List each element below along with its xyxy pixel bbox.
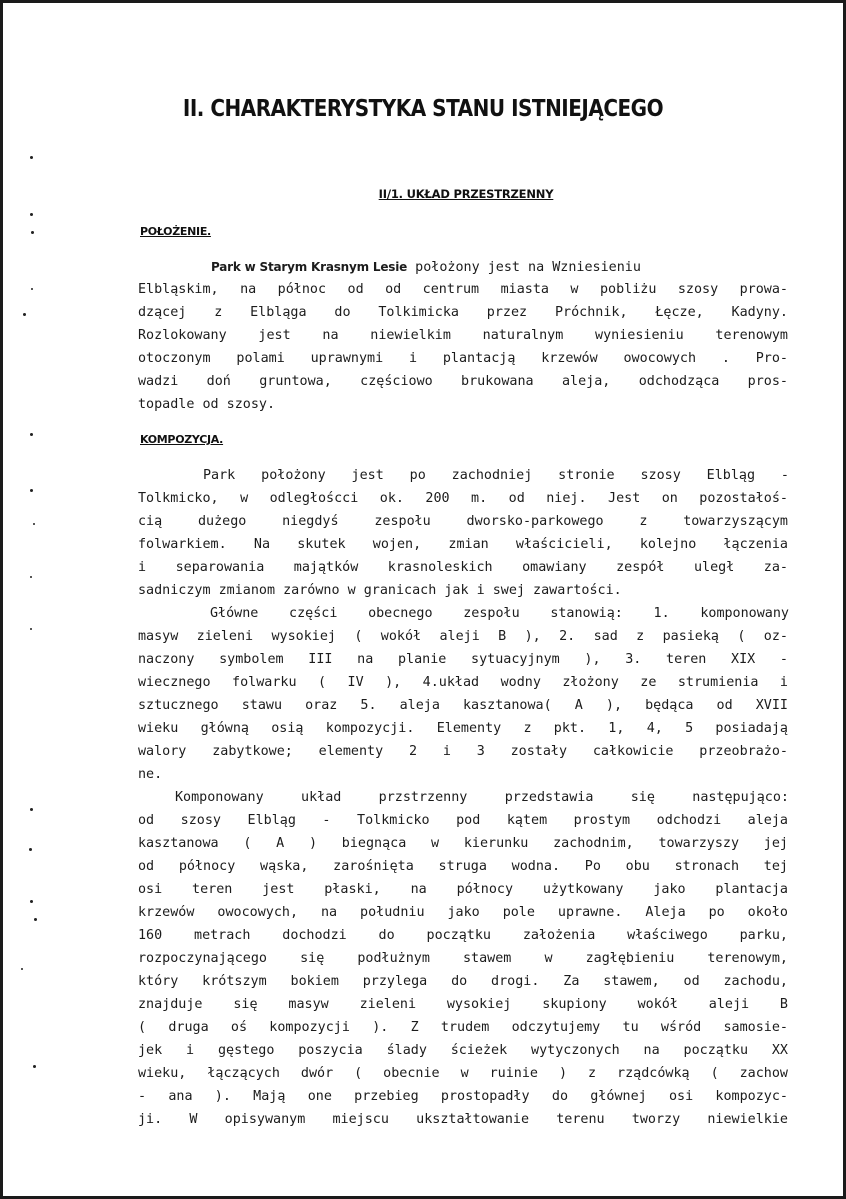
text-line: topadle od szosy. xyxy=(138,397,276,412)
scan-speck xyxy=(30,156,33,159)
text-line: znajduje się masyw zieleni wysokiej skupiony wokół aleji B xyxy=(138,997,788,1012)
text-line: kasztanowa ( A ) biegnąca w kierunku zachodnim, towarzyszy jej xyxy=(138,836,788,851)
scan-speck xyxy=(21,968,23,970)
scan-speck xyxy=(30,900,33,903)
scan-speck xyxy=(30,628,32,630)
text-line: 160 metrach dochodzi do początku założenia właściwego parku, xyxy=(138,928,788,943)
scan-speck xyxy=(31,288,33,290)
text-line: walory zabytkowe; elementy 2 i 3 zostały całkowicie przeobrażo- xyxy=(138,744,788,759)
text-line: wieku główną osią kompozycji. Elementy z pkt. 1, 4, 5 posiadają xyxy=(138,721,788,736)
text-line: otoczonym polami uprawnymi i plantacją krzewów owocowych . Pro- xyxy=(138,351,788,366)
scan-speck xyxy=(30,433,33,436)
scan-speck xyxy=(30,808,33,811)
text-line: masyw zieleni wysokiej ( wokół aleji B ), 2. sad z pasieką ( oz- xyxy=(138,629,788,644)
text-line: Główne części obecnego zespołu stanowią: 1. komponowany xyxy=(210,606,789,621)
text-line: wiecznego folwarku ( IV ), 4.układ wodny złożony ze strumienia i xyxy=(138,675,788,690)
section-title: II/1. UKŁAD PRZESTRZENNY xyxy=(378,187,554,201)
text-line: od szosy Elbląg - Tolkmicko pod kątem prostym odchodzi aleja xyxy=(138,813,788,828)
text-line: cią dużego niegdyś zespołu dworsko-parkowego z towarzyszącym xyxy=(138,514,788,529)
scan-speck xyxy=(31,231,34,234)
scan-speck xyxy=(29,848,32,851)
text-line: od północy wąska, zarośnięta struga wodna. Po obu stronach tej xyxy=(138,859,788,874)
text-line: wieku, łączących dwór ( obecnie w ruinie ) z rządcówką ( zachow xyxy=(138,1066,788,1081)
text-line: Rozlokowany jest na niewielkim naturalnym wyniesieniu terenowym xyxy=(138,328,788,343)
chapter-title: II. CHARAKTERYSTYKA STANU ISTNIEJĄCEGO xyxy=(182,94,664,122)
text-line: Komponowany układ przstrzenny przedstawia się następująco: xyxy=(175,790,789,805)
text-line: który krótszym bokiem przylega do drogi. Za stawem, od zachodu, xyxy=(138,974,788,989)
text-line: ne. xyxy=(138,767,163,782)
text-line: Park położony jest po zachodniej stronie szosy Elbląg - xyxy=(203,468,789,483)
scan-speck xyxy=(30,489,33,492)
text-line: jek i gęstego poszycia ślady ścieżek wytyczonych na początku XX xyxy=(138,1043,788,1058)
scan-speck xyxy=(23,313,26,316)
scan-speck xyxy=(30,213,33,216)
text-line: dzącej z Elbląga do Tolkimicka przez Próchnik, Łęcze, Kadyny. xyxy=(138,305,788,320)
text-line: ( druga oś kompozycji ). Z trudem odczytujemy tu wśród samosie- xyxy=(138,1020,788,1035)
text-line: Tolkmicko, w odległoścci ok. 200 m. od niej. Jest on pozostałoś- xyxy=(138,491,788,506)
scan-speck xyxy=(30,576,32,578)
heading-kompozycja: KOMPOZYCJA. xyxy=(140,433,224,446)
heading-polozenie: POŁOŻENIE. xyxy=(140,225,211,238)
text-line: osi teren jest płaski, na północy użytkowany jako plantacja xyxy=(138,882,788,897)
text-line: ji. W opisywanym miejscu ukształtowanie terenu tworzy niewielkie xyxy=(138,1112,788,1127)
document-page xyxy=(3,3,843,1196)
scan-speck xyxy=(33,523,35,525)
text-line: - ana ). Mają one przebieg prostopadły do głównej osi kompozyc- xyxy=(138,1089,788,1104)
text-line: rozpoczynającego się podłużnym stawem w zagłębieniu terenowym, xyxy=(138,951,788,966)
lead-rest: położony jest na Wzniesieniu xyxy=(407,260,641,275)
lead-bold: Park w Starym Krasnym Lesie xyxy=(211,260,408,274)
text-line: sztucznego stawu oraz 5. aleja kasztanowa( A ), będąca od XVII xyxy=(138,698,788,713)
text-line: naczony symbolem III na planie sytuacyjnym ), 3. teren XIX - xyxy=(138,652,788,667)
scan-speck xyxy=(33,1065,36,1068)
text-line: Elbląskim, na północ od od centrum miasta w pobliżu szosy prowa- xyxy=(138,282,788,297)
text-line: i separowania majątków krasnoleskich omawiany zespół uległ za- xyxy=(138,560,788,575)
scan-speck xyxy=(34,918,37,921)
text-line: krzewów owocowych, na południu jako pole uprawne. Aleja po około xyxy=(138,905,788,920)
text-line: folwarkiem. Na skutek wojen, zmian właścicieli, kolejno łączenia xyxy=(138,537,788,552)
text-line xyxy=(211,256,789,278)
text-line: sadniczym zmianom zarówno w granicach jak i swej zawartości. xyxy=(138,583,622,598)
text-line: wadzi doń gruntowa, częściowo brukowana aleja, odchodząca pros- xyxy=(138,374,788,389)
